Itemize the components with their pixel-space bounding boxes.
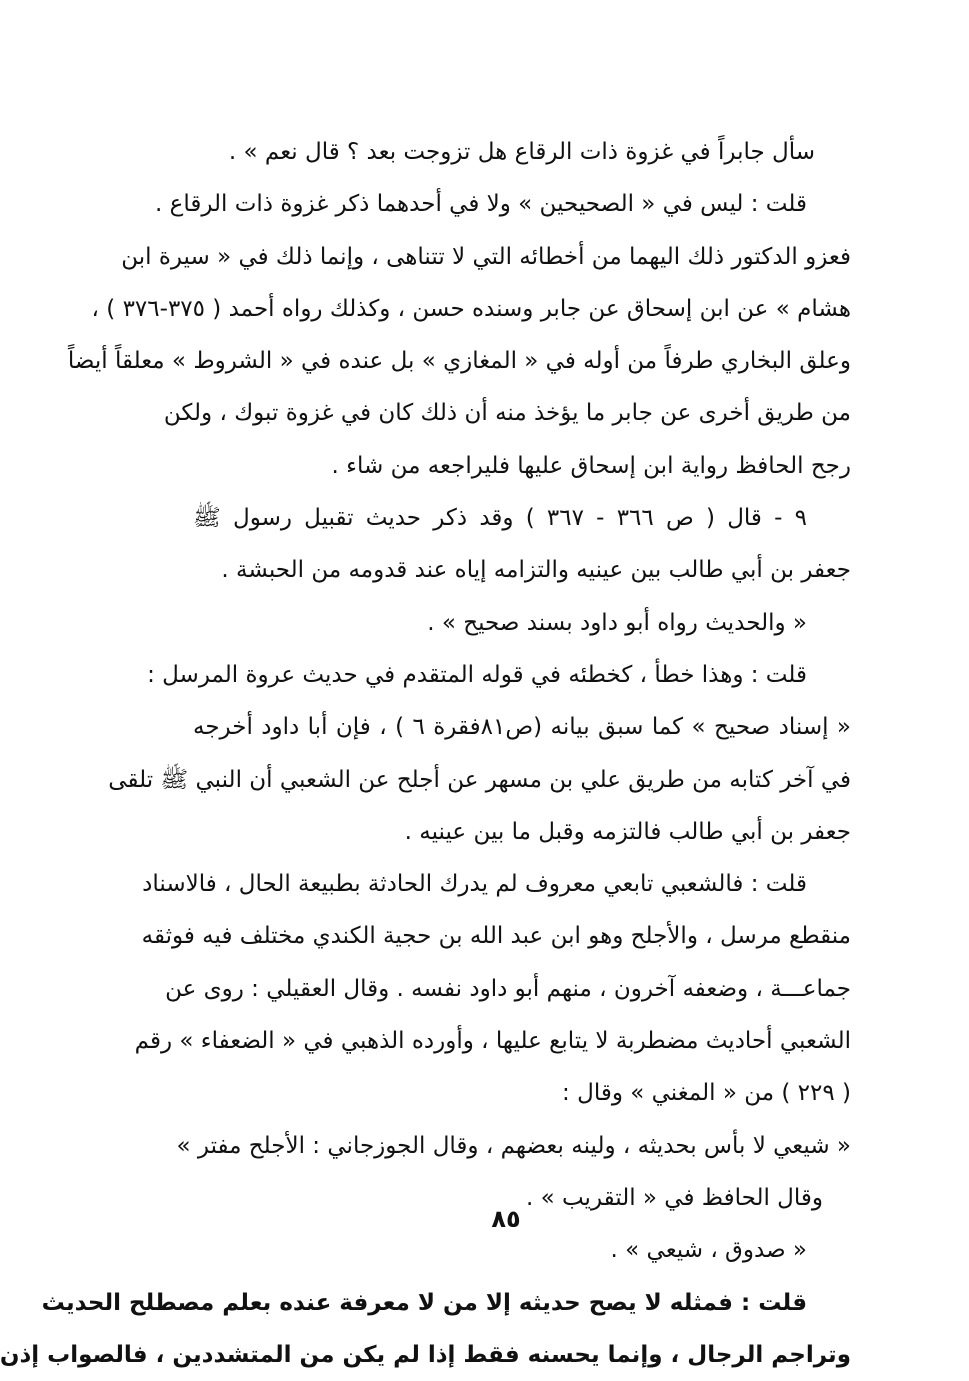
text-line: « صدوق ، شيعي » . xyxy=(610,1237,807,1264)
text-line: هشام » عن ابن إسحاق عن جابر وسنده حسن ، وكذلك رواه أحمد ( ٣٧٥-٣٧٦ ) ، xyxy=(91,295,851,322)
text-line: وقال الحافظ في « التقريب » . xyxy=(525,1184,823,1211)
text-line: « إسناد صحيح » كما سبق بيانه (ص٨١فقرة ٦ ) ، فإن أبا داود أخرجه xyxy=(193,714,851,741)
text-line: ٩ - قال ( ص ٣٦٦ - ٣٦٧ ) وقد ذكر حديث تقبيل رسول ﷺ xyxy=(193,505,807,532)
text-line: من طريق أخرى عن جابر ما يؤخذ منه أن ذلك كان في غزوة تبوك ، ولكن xyxy=(163,400,851,427)
text-line: « شيعي لا بأس بحديثه ، ولينه بعضهم ، وقال الجوزجاني : الأجلح مفتر » xyxy=(176,1132,851,1159)
text-line: فعزو الدكتور ذلك اليهما من أخطائه التي لا تتناهى ، وإنما ذلك في « سيرة ابن xyxy=(121,243,851,270)
page-body-text xyxy=(0,126,851,1381)
text-line: قلت : فمثله لا يصح حديثه إلا من لا معرفة عنده بعلم مصطلح الحديث xyxy=(41,1289,807,1316)
text-line: قلت : ليس في « الصحيحين » ولا في أحدهما ذكر غزوة ذات الرقاع . xyxy=(155,191,807,218)
text-line: منقطع مرسل ، والأجلح وهو ابن عبد الله بن حجية الكندي مختلف فيه فوثقه xyxy=(141,923,851,950)
text-line: رجح الحافظ رواية ابن إسحاق عليها فليراجعه من شاء . xyxy=(331,452,851,479)
text-line: جعفر بن أبي طالب بين عينيه والتزامه إياه عند قدومه من الحبشة . xyxy=(221,557,851,584)
text-line: « والحديث رواه أبو داود بسند صحيح » . xyxy=(427,609,807,636)
text-line: وتراجم الرجال ، وإنما يحسنه فقط إذا لم يكن من المتشددين ، فالصواب إذن xyxy=(0,1341,851,1368)
page-number: ٨٥ xyxy=(491,1205,521,1233)
text-line: في آخر كتابه من طريق علي بن مسهر عن أجلح عن الشعبي أن النبي ﷺ تلقى xyxy=(108,766,851,793)
text-line: وعلق البخاري طرفاً من أوله في « المغازي » بل عنده في « الشروط » معلقاً أيضاً xyxy=(67,348,851,375)
text-line: الشعبي أحاديث مضطربة لا يتابع عليها ، وأورده الذهبي في « الضعفاء » رقم xyxy=(134,1028,851,1055)
text-line: قلت : وهذا خطأ ، كخطئه في قوله المتقدم في حديث عروة المرسل : xyxy=(147,661,807,688)
text-line: جعفر بن أبي طالب فالتزمه وقبل ما بين عينيه . xyxy=(404,818,851,845)
text-line: جماعـــة ، وضعفه آخرون ، منهم أبو داود نفسه . وقال العقيلي : روى عن xyxy=(165,975,851,1002)
text-line: قلت : فالشعبي تابعي معروف لم يدرك الحادثة بطبيعة الحال ، فالاسناد xyxy=(142,871,807,898)
text-line: سأل جابراً في غزوة ذات الرقاع هل تزوجت بعد ؟ قال نعم » . xyxy=(228,139,815,165)
text-line: ( ٢٢٩ ) من « المغني » وقال : xyxy=(562,1080,851,1107)
